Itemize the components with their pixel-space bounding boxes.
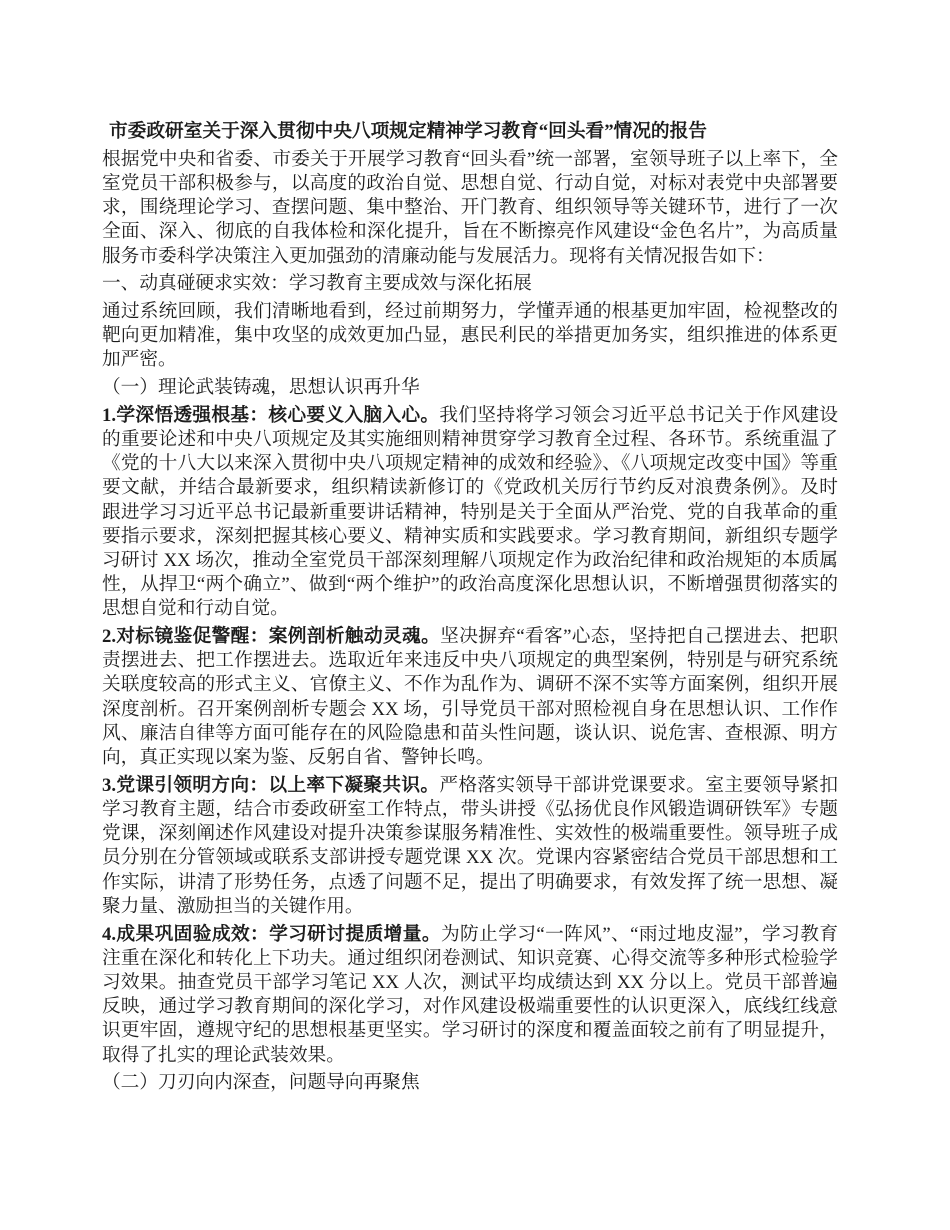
section-heading: 一、动真碰硬求实效：学习教育主要成效与深化拓展 xyxy=(102,273,532,295)
paragraph-bold-lead: 1.学深悟透强根基：核心要义入脑入心。 xyxy=(102,404,440,426)
section-heading: （二）刀刃向内深查，问题导向再聚焦 xyxy=(102,1072,420,1094)
body-paragraph: 2.对标镜鉴促警醒：案例剖析触动灵魂。坚决摒弃“看客”心态，坚持把自己摆进去、把职责摆进去、把工作摆进去。选取近年来违反中央八项规定的典型案例，特别是与研究系统关联度较高的形式主义、官僚主义、不作为乱作为、调研不深不实等方面案例，组织开展深度剖析。召开案例剖析专题会 XX 场，引导党员干部对照检视自身在思想认识、工作作风、廉洁自律等方面可能存在的风险隐患和苗头性问题，谈认识、说危害、查根源、明方向，真正实现以案为鉴、反躬自省、警钟长鸣。 xyxy=(102,626,839,769)
paragraph-bold-lead: 3.党课引领明方向：以上率下凝聚共识。 xyxy=(102,774,440,796)
body-paragraph: 3.党课引领明方向：以上率下凝聚共识。严格落实领导干部讲党课要求。室主要领导紧扣学习教育主题，结合市委政研室工作特点，带头讲授《弘扬优良作风锻造调研铁军》专题党课，深刻阐述作风建设对提升决策参谋服务精准性、实效性的极端重要性。领导班子成员分别在分管领域或联系支部讲授专题党课 XX 次。党课内容紧密结合党员干部思想和工作实际，讲清了形势任务，点透了问题不足，提出了明确要求，有效发挥了统一思想、凝聚力量、激励担当的关键作用。 xyxy=(102,774,839,917)
document-body xyxy=(102,148,838,1096)
body-paragraph: 根据党中央和省委、市委关于开展学习教育“回头看”统一部署，室领导班子以上率下，全室党员干部积极参与，以高度的政治自觉、思想自觉、行动自觉，对标对表党中央部署要求，围绕理论学习、查摆问题、集中整治、开门教育、组织领导等关键环节，进行了一次全面、深入、彻底的自我体检和深化提升，旨在不断擦亮作风建设“金色名片”，为高质量服务市委科学决策注入更加强劲的清廉动能与发展活力。现将有关情况报告如下： xyxy=(102,148,838,267)
paragraph-bold-lead: 2.对标镜鉴促警醒：案例剖析触动灵魂。 xyxy=(102,626,441,648)
body-paragraph: 4.成果巩固验成效：学习研讨提质增量。为防止学习“一阵风”、“雨过地皮湿”，学习教育注重在深化和转化上下功夫。通过组织闭卷测试、知识竞赛、心得交流等多种形式检验学习效果。抽查党员干部学习笔记 XX 人次，测试平均成绩达到 XX 分以上。党员干部普遍反映，通过学习教育期间的深化学习，对作风建设极端重要性的认识更深入，底线红线意识更牢固，遵规守纪的思想根基更坚实。学习研讨的深度和覆盖面较之前有了明显提升，取得了扎实的理论武装效果。 xyxy=(102,923,839,1066)
document-title: 市委政研室关于深入贯彻中央八项规定精神学习教育“回头看”情况的报告 xyxy=(109,121,707,142)
body-paragraph: 通过系统回顾，我们清晰地看到，经过前期努力，学懂弄通的根基更加牢固，检视整改的靶向更加精准，集中攻坚的成效更加凸显，惠民利民的举措更加务实，组织推进的体系更加严密。 xyxy=(102,300,838,371)
body-paragraph: 1.学深悟透强根基：核心要义入脑入心。我们坚持将学习领会习近平总书记关于作风建设的重要论述和中央八项规定及其实施细则精神贯穿学习教育全过程、各环节。系统重温了《党的十八大以来深入贯彻中央八项规定精神的成效和经验》、《八项规定改变中国》等重要文献，并结合最新要求，组织精读新修订的《党政机关厉行节约反对浪费条例》。及时跟进学习习近平总书记最新重要讲话精神，特别是关于全面从严治党、党的自我革命的重要指示要求，深刻把握其核心要义、精神实质和实践要求。学习教育期间，新组织专题学习研讨 XX 场次，推动全室党员干部深刻理解八项规定作为政治纪律和政治规矩的本质属性，从捍卫“两个确立”、做到“两个维护”的政治高度深化思想认识，不断增强贯彻落实的思想自觉和行动自觉。 xyxy=(102,404,839,620)
section-heading: （一）理论武装铸魂，思想认识再升华 xyxy=(102,377,420,399)
paragraph-bold-lead: 4.成果巩固验成效：学习研讨提质增量。 xyxy=(102,923,441,945)
document-content xyxy=(102,120,838,1095)
